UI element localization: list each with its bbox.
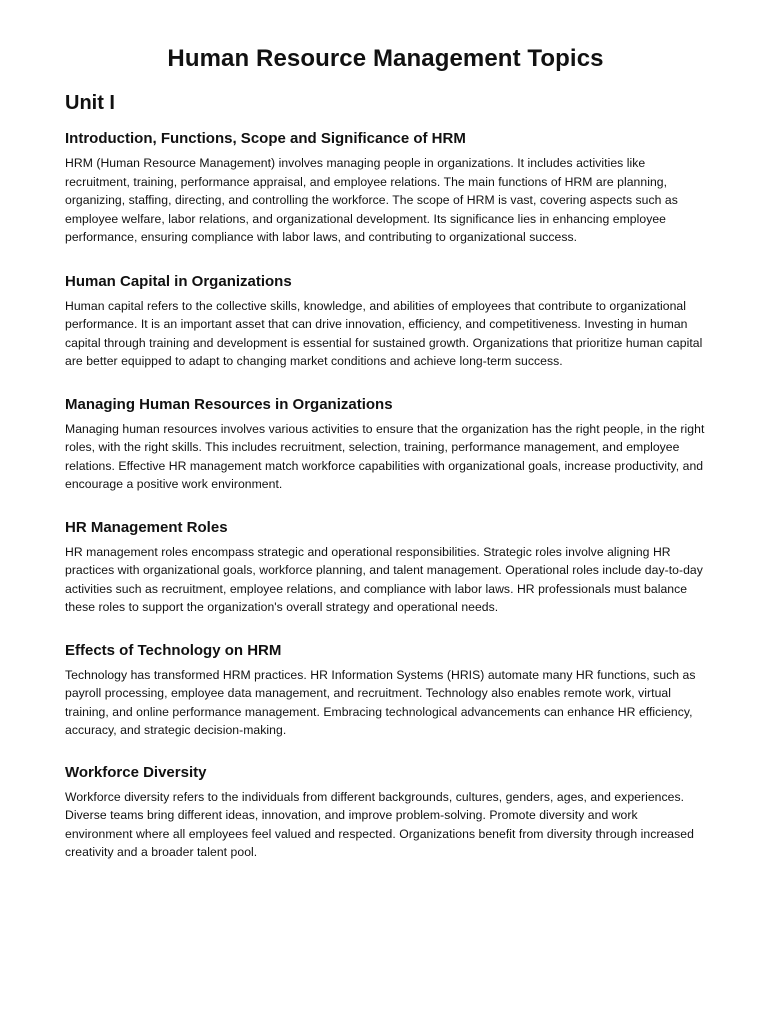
section-heading: Effects of Technology on HRM bbox=[65, 641, 282, 659]
section-heading: Introduction, Functions, Scope and Significance of HRM bbox=[65, 130, 466, 147]
section-body: HRM (Human Resource Management) involves managing people in organizations. It includes activities like recruitment, training, performance appraisal, and employee relations. The main functions of HRM are planning, organizing, staffing, directing, and controlling the workforce. The scope of HRM is vast, covering aspects such as employee welfare, labor relations, and organizational development. Its significance lies in enhancing employee performance, ensuring compliance with labor laws, and contributing to organizational success. bbox=[65, 156, 678, 244]
document-title: Human Resource Management Topics bbox=[167, 45, 604, 72]
unit-heading: Unit I bbox=[65, 92, 115, 114]
section-body: Technology has transformed HRM practices. HR Information Systems (HRIS) automate many HR functions, such as payroll processing, employee data management, and recruitment. Technology also enables remote work, virtual training, and online performance management. Embracing technological advancements can enhance HR efficiency, accuracy, and strategic decision-making. bbox=[65, 667, 696, 737]
section-hrm-introduction bbox=[65, 129, 706, 247]
section-heading: Managing Human Resources in Organizations bbox=[65, 395, 393, 413]
section-managing-human-resources bbox=[65, 395, 706, 494]
section-body: Human capital refers to the collective skills, knowledge, and abilities of employees that contribute to organizational performance. It is an important asset that can drive innovation, efficiency, and competitiveness. Investing in human capital through training and development is essential for sustained growth. Organizations that prioritize human capital are better equipped to adapt to changing market conditions and achieve long-term success. bbox=[65, 298, 703, 368]
section-body: Managing human resources involves various activities to ensure that the organization has the right people, in the right roles, with the right skills. This includes recruitment, selection, training, performance management, and employee relations. Effective HR management match workforce capabilities with organizational goals, increase productivity, and encourage a positive work environment. bbox=[65, 421, 705, 491]
section-hr-management-roles bbox=[65, 518, 706, 617]
section-heading: Workforce Diversity bbox=[65, 763, 207, 781]
section-effects-of-technology bbox=[65, 641, 706, 740]
section-body: Workforce diversity refers to the individuals from different backgrounds, cultures, genders, ages, and experiences. Diverse teams bring different ideas, innovation, and improve problem-solving. Promote diversity and work environment where all employees feel valued and respected. Organizations benefit from diversity through increased creativity and a broader talent pool. bbox=[65, 789, 694, 859]
section-workforce-diversity bbox=[65, 763, 706, 862]
section-body: HR management roles encompass strategic and operational responsibilities. Strategic roles involve aligning HR practices with organizational goals, workforce planning, and talent management. Operational roles include day-to-day activities such as recruitment, employee relations, and compliance with labor laws. HR professionals must balance these roles to support the organization's overall strategy and operational needs. bbox=[65, 544, 703, 614]
section-human-capital bbox=[65, 272, 706, 371]
section-heading: Human Capital in Organizations bbox=[65, 272, 292, 290]
section-heading: HR Management Roles bbox=[65, 518, 228, 536]
